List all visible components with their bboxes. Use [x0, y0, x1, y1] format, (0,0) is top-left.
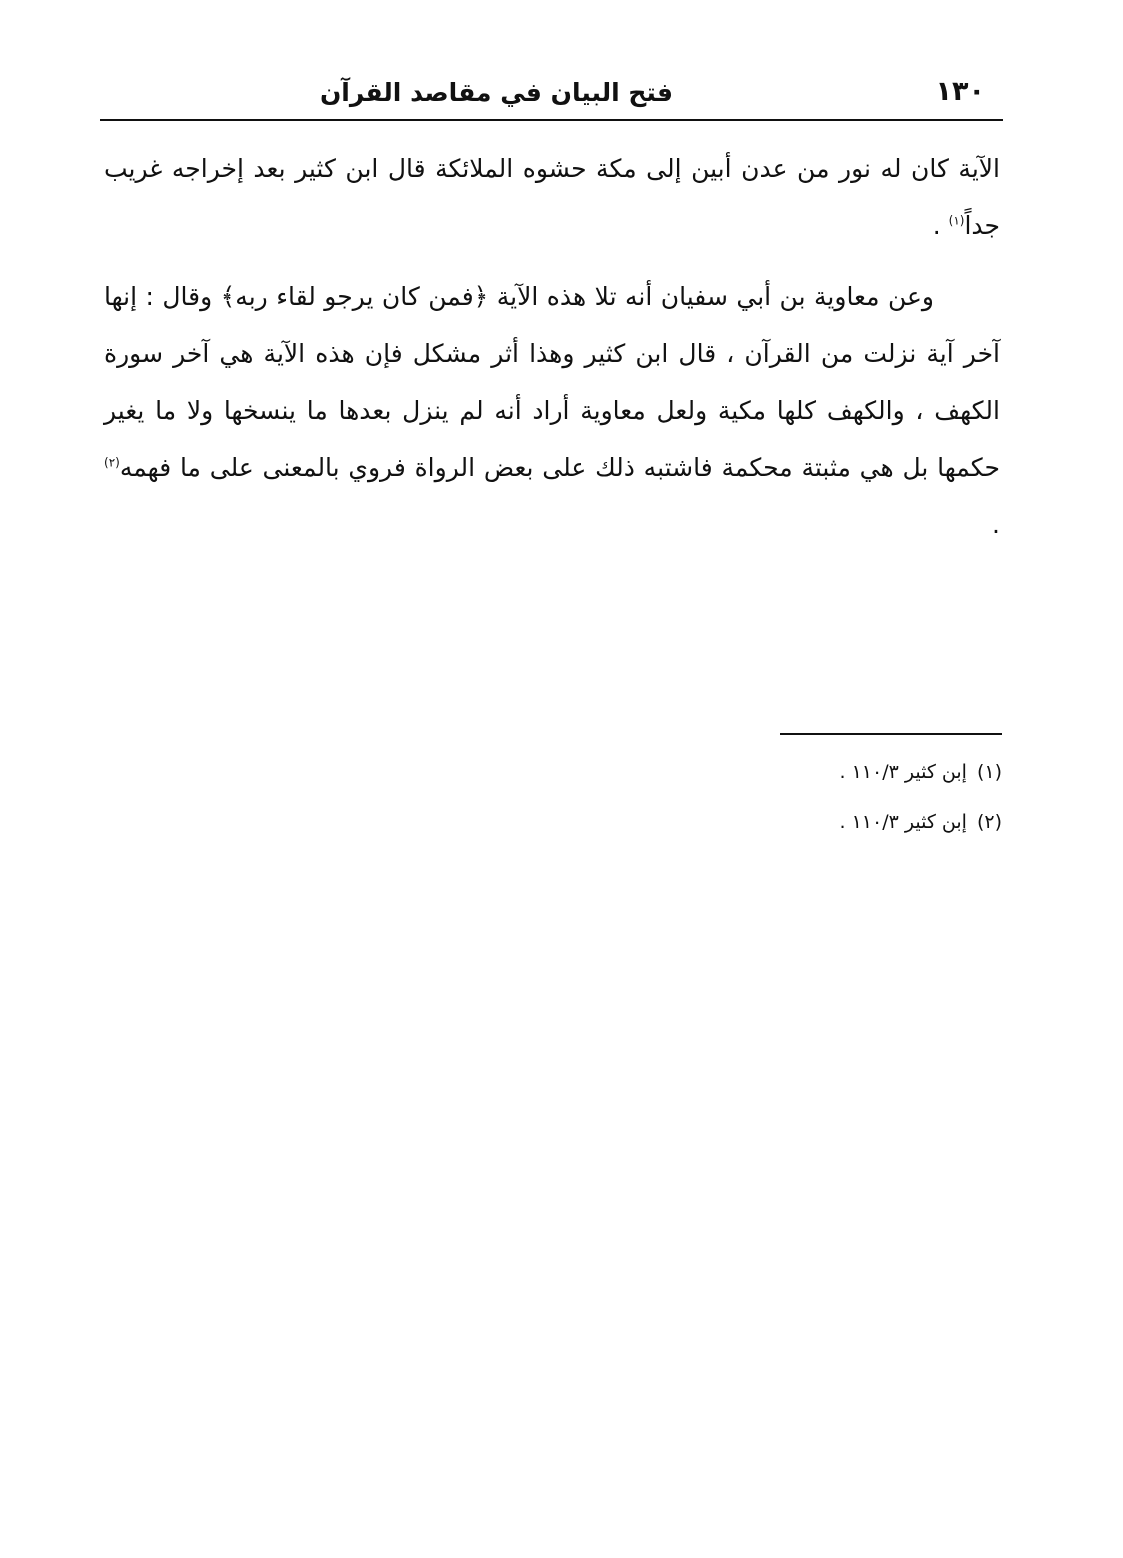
footnotes [600, 752, 1002, 852]
footnote-1-marker: (١) [976, 761, 1002, 783]
footnote-2-marker: (٢) [976, 811, 1002, 833]
paragraph-2 [104, 268, 1000, 553]
paragraph-1-ending: . [932, 211, 949, 240]
paragraph-2-ending: . [992, 510, 1000, 539]
footnote-2 [600, 802, 1002, 852]
running-header [100, 68, 1003, 116]
paragraph-1 [104, 140, 1000, 254]
header-rule [100, 119, 1003, 121]
paragraph-1-text: الآية كان له نور من عدن أبين إلى مكة حشوه الملائكة قال ابن كثير بعد إخراجه غريب جداً [104, 154, 1000, 240]
footnote-2-text: إبن كثير ١١٠/٣ . [839, 811, 967, 833]
footnote-reference-1: (١) [948, 213, 965, 228]
footnote-1-text: إبن كثير ١١٠/٣ . [839, 761, 967, 783]
page-number: ١٣٠ [935, 76, 985, 107]
book-title: فتح البيان في مقاصد القرآن [319, 78, 673, 107]
footnote-separator [780, 733, 1002, 735]
footnote-reference-2: (٢) [104, 455, 120, 470]
paragraph-2-text: وعن معاوية بن أبي سفيان أنه تلا هذه الآية ﴿فمن كان يرجو لقاء ربه﴾ وقال : إنها آخر آية نزلت من القرآن ، قال ابن كثير وهذا أثر مشكل فإن هذه الآية هي آخر سورة الكهف ، والكهف كلها مكية ولعل معاوية أراد أنه لم ينزل بعدها ما ينسخها ولا ما يغير حكمها بل هي مثبتة محكمة فاشتبه ذلك على بعض الرواة فروي بالمعنى على ما فهمه [104, 282, 1000, 482]
footnote-1 [600, 752, 1002, 802]
